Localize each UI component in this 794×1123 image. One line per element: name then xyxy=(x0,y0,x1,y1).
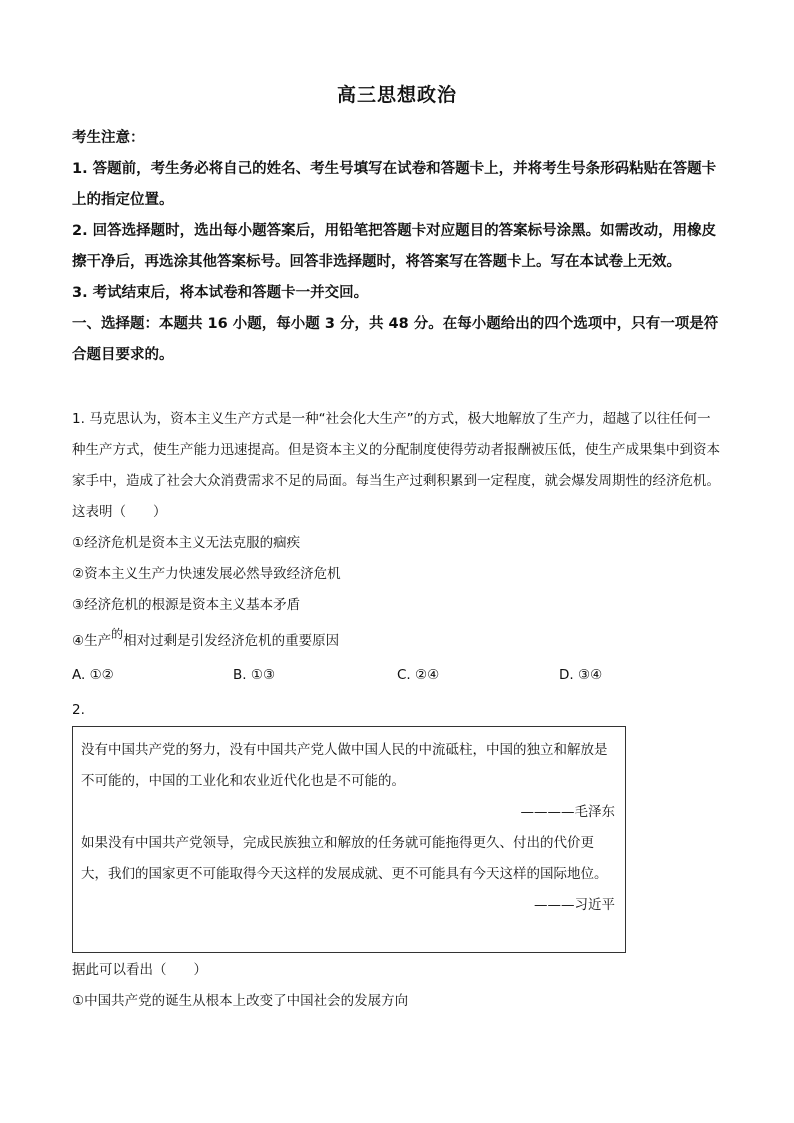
question-1-statement-2: ②资本主义生产力快速发展必然导致经济危机 xyxy=(72,566,341,582)
notice-item-1: 1. 答题前，考生务必将自己的姓名、考生号填写在试卷和答题卡上，并将考生号条形码粘贴在答题卡上的指定位置。 xyxy=(72,161,717,208)
quote-box xyxy=(72,726,626,953)
question-1-statement-3: ③经济危机的根源是资本主义基本矛盾 xyxy=(72,597,301,613)
exam-notice xyxy=(72,123,722,371)
quote-xi-source: ———习近平 xyxy=(534,897,615,913)
question-1 xyxy=(72,404,722,657)
question-1-statement-4: ④生产的相对过剩是引发经济危机的重要原因 xyxy=(72,627,340,649)
quote-mao-source: ————毛泽东 xyxy=(520,804,615,820)
question-1-options xyxy=(72,667,722,691)
quote-mao: 没有中国共产党的努力，没有中国共产党人做中国人民的中流砥柱，中国的独立和解放是不可能的，中国的工业化和农业近代化也是不可能的。 xyxy=(81,742,608,789)
option-b[interactable]: B. ①③ xyxy=(233,667,276,683)
question-2 xyxy=(72,955,722,1017)
option-c[interactable]: C. ②④ xyxy=(397,667,440,683)
section-heading: 一、选择题：本题共 16 小题，每小题 3 分，共 48 分。在每小题给出的四个选项中，只有一项是符合题目要求的。 xyxy=(72,316,719,363)
question-2-statement-1: ①中国共产党的诞生从根本上改变了中国社会的发展方向 xyxy=(72,993,409,1009)
notice-item-2: 2. 回答选择题时，选出每小题答案后，用铅笔把答题卡对应题目的答案标号涂黑。如需改动，用橡皮擦干净后，再选涂其他答案标号。回答非选择题时，将答案写在答题卡上。写在本试卷上无效。 xyxy=(72,223,717,270)
question-1-stem: 1. 马克思认为，资本主义生产方式是一种“社会化大生产”的方式，极大地解放了生产力，超越了以往任何一种生产方式，使生产能力迅速提高。但是资本主义的分配制度使得劳动者报酬被压低，使生产成果集中到资本家手中，造成了社会大众消费需求不足的局面。每当生产过剩积累到一定程度，就会爆发周期性的经济危机。这表明（ ） xyxy=(72,411,720,520)
question-2-number: 2. xyxy=(72,702,85,718)
question-2-stem: 据此可以看出（ ） xyxy=(72,962,207,978)
question-1-statement-1: ①经济危机是资本主义无法克服的痼疾 xyxy=(72,535,301,551)
option-d[interactable]: D. ③④ xyxy=(559,667,603,683)
notice-heading: 考生注意： xyxy=(72,130,145,146)
quote-xi: 如果没有中国共产党领导，完成民族独立和解放的任务就可能拖得更久、付出的代价更大，我们的国家更不可能取得今天这样的发展成就、更不可能具有今天这样的国际地位。 xyxy=(81,835,608,882)
option-a[interactable]: A. ①② xyxy=(72,667,114,683)
page-title: 高三思想政治 xyxy=(336,84,457,106)
notice-item-3: 3. 考试结束后，将本试卷和答题卡一并交回。 xyxy=(72,285,369,301)
